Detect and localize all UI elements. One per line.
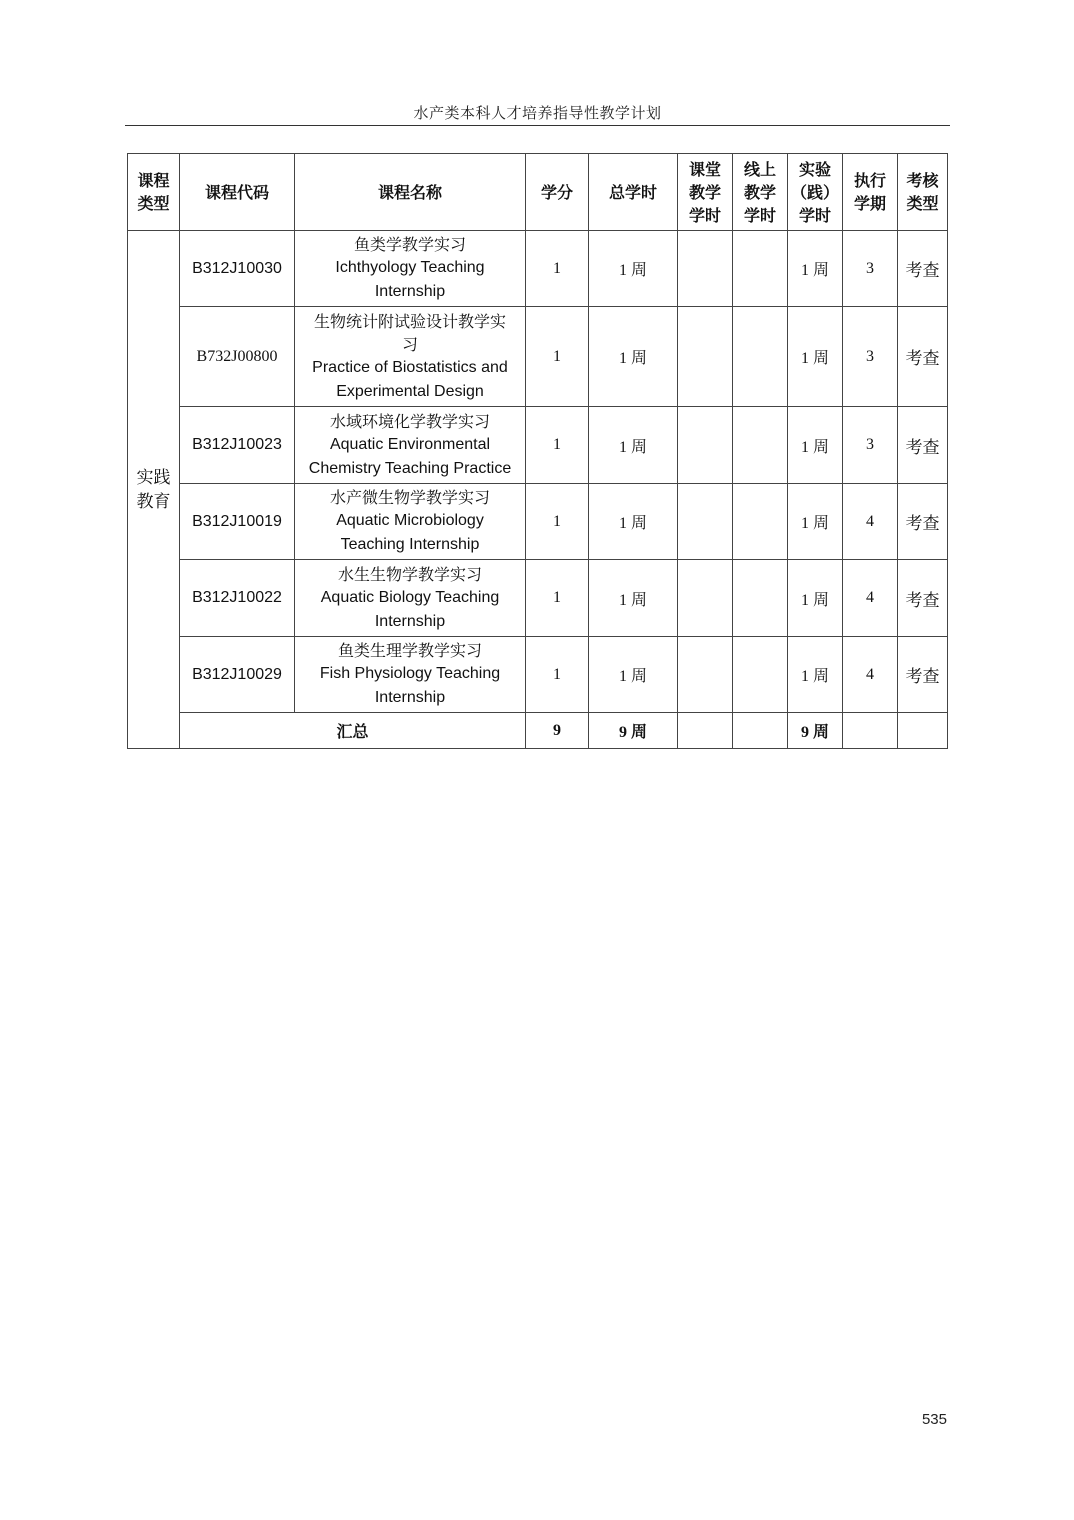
online-hours (733, 307, 788, 407)
total-assessment (898, 713, 948, 749)
credits: 1 (526, 560, 589, 637)
table-row (128, 637, 948, 713)
assessment-type: 考查 (898, 407, 948, 484)
col-header-online-hours: 线上 教学 学时 (733, 154, 788, 231)
total-classroom-hours (678, 713, 733, 749)
classroom-hours (678, 231, 733, 307)
col-header-code: 课程代码 (180, 154, 295, 231)
table-row (128, 560, 948, 637)
course-code: B312J10022 (180, 560, 295, 637)
online-hours (733, 560, 788, 637)
total-hours: 1 周 (589, 231, 678, 307)
practice-hours: 1 周 (788, 637, 843, 713)
course-name: 生物统计附试验设计教学实 习 Practice of Biostatistics and Experimental Design (295, 307, 526, 407)
assessment-type: 考查 (898, 560, 948, 637)
total-hours: 1 周 (589, 637, 678, 713)
classroom-hours (678, 560, 733, 637)
total-total-hours: 9 周 (589, 713, 678, 749)
assessment-type: 考查 (898, 231, 948, 307)
total-semester (843, 713, 898, 749)
semester: 4 (843, 484, 898, 560)
course-code: B732J00800 (180, 307, 295, 407)
online-hours (733, 231, 788, 307)
page-header-title: 水产类本科人才培养指导性教学计划 (413, 104, 662, 122)
classroom-hours (678, 484, 733, 560)
semester: 3 (843, 307, 898, 407)
semester: 3 (843, 231, 898, 307)
credits: 1 (526, 231, 589, 307)
header-rule (125, 125, 950, 126)
total-practice-hours: 9 周 (788, 713, 843, 749)
credits: 1 (526, 307, 589, 407)
course-name: 鱼类学教学实习 Ichthyology Teaching Internship (295, 231, 526, 307)
col-header-name: 课程名称 (295, 154, 526, 231)
col-header-assessment: 考核 类型 (898, 154, 948, 231)
course-code: B312J10019 (180, 484, 295, 560)
semester: 4 (843, 560, 898, 637)
total-online-hours (733, 713, 788, 749)
total-label: 汇总 (180, 713, 526, 749)
semester: 4 (843, 637, 898, 713)
category-cell: 实践 教育 (128, 231, 180, 749)
col-header-category: 课程 类型 (128, 154, 180, 231)
course-code: B312J10023 (180, 407, 295, 484)
course-name: 鱼类生理学教学实习 Fish Physiology Teaching Internship (295, 637, 526, 713)
assessment-type: 考查 (898, 307, 948, 407)
online-hours (733, 407, 788, 484)
online-hours (733, 484, 788, 560)
table-header-row (128, 154, 948, 231)
total-hours: 1 周 (589, 307, 678, 407)
col-header-practice-hours: 实验 （践） 学时 (788, 154, 843, 231)
classroom-hours (678, 307, 733, 407)
total-row (128, 713, 948, 749)
teaching-plan-table (127, 153, 948, 749)
col-header-credits: 学分 (526, 154, 589, 231)
classroom-hours (678, 637, 733, 713)
classroom-hours (678, 407, 733, 484)
online-hours (733, 637, 788, 713)
assessment-type: 考查 (898, 484, 948, 560)
col-header-semester: 执行 学期 (843, 154, 898, 231)
practice-hours: 1 周 (788, 484, 843, 560)
practice-hours: 1 周 (788, 407, 843, 484)
practice-hours: 1 周 (788, 231, 843, 307)
total-hours: 1 周 (589, 560, 678, 637)
course-code: B312J10030 (180, 231, 295, 307)
table-row (128, 307, 948, 407)
page-number: 535 (921, 1411, 947, 1428)
credits: 1 (526, 637, 589, 713)
course-name: 水生生物学教学实习 Aquatic Biology Teaching Internship (295, 560, 526, 637)
table-row (128, 407, 948, 484)
table-row (128, 484, 948, 560)
credits: 1 (526, 484, 589, 560)
practice-hours: 1 周 (788, 560, 843, 637)
col-header-classroom-hours: 课堂 教学 学时 (678, 154, 733, 231)
credits: 1 (526, 407, 589, 484)
semester: 3 (843, 407, 898, 484)
course-code: B312J10029 (180, 637, 295, 713)
assessment-type: 考查 (898, 637, 948, 713)
total-hours: 1 周 (589, 484, 678, 560)
practice-hours: 1 周 (788, 307, 843, 407)
course-name: 水域环境化学教学实习 Aquatic Environmental Chemistry Teaching Practice (295, 407, 526, 484)
course-name: 水产微生物学教学实习 Aquatic Microbiology Teaching Internship (295, 484, 526, 560)
col-header-total-hours: 总学时 (589, 154, 678, 231)
table-row (128, 231, 948, 307)
total-credits: 9 (526, 713, 589, 749)
total-hours: 1 周 (589, 407, 678, 484)
